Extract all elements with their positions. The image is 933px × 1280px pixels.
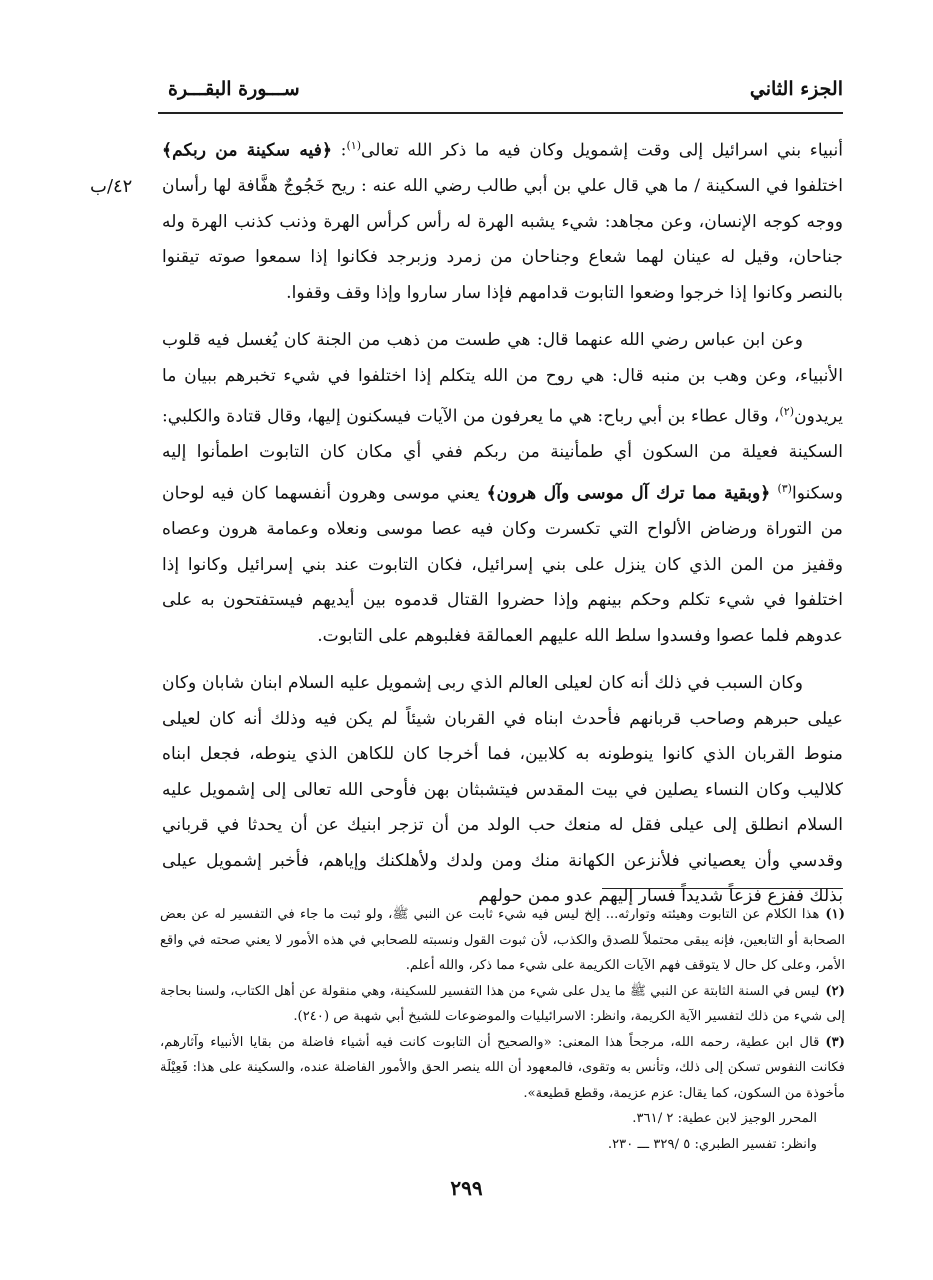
body-paragraph [162, 323, 843, 654]
footnote-number: (٣) [825, 1034, 845, 1050]
text-segment: : [332, 140, 347, 161]
quran-quote: ﴿وبقية مما ترك آل موسى وآل هرون﴾ [486, 483, 771, 504]
footnote [160, 1132, 845, 1158]
header-divider [158, 112, 843, 114]
footnote-number: (١) [825, 907, 845, 922]
page-number: ٢٩٩ [450, 1176, 483, 1200]
footnote-ref: (٢) [779, 405, 794, 419]
footnote [160, 979, 845, 1030]
footnote-text: وانظر: تفسير الطبري: ٥ /٣٢٩ ـــ ٢٣٠. [607, 1136, 817, 1152]
footnote [160, 1030, 845, 1107]
footnote-divider [602, 888, 843, 889]
footnote-text: قال ابن عطية، رحمه الله، مرجحاً هذا المعنى: «والصحيح أن التابوت كانت فيه أشياء فاضلة من بقايا الأنبياء وآثارهم، فكانت النفوس تسكن إلى ذلك، وتأنس به وتقوى، فالمعهود أن الله ينصر الحق والأمور الفاضلة عنده، والسكينة على هذا: فَعِيْلَة مأخوذة من السكون، كما يقال: عزم عزيمة، وقطع قطيعة». [160, 1034, 845, 1101]
manuscript-folio-marker: ٤٢/ب [90, 176, 133, 197]
footnote-text: المحرر الوجيز لابن عطية: ٢ /٣٦١. [632, 1111, 817, 1126]
footnote-ref: (٣) [777, 481, 792, 495]
footnote [160, 1106, 845, 1132]
footnote-ref: (١) [346, 139, 361, 152]
footnote [160, 902, 845, 979]
footnote-text: ليس في السنة الثابتة عن النبي ﷺ ما يدل على شيء من هذا التفسير للسكينة، وهي منقولة عن أهل الكتاب، ولسنا بحاجة إلى شيء من ذلك لتفسير الآية الكريمة، وانظر: الاسرائيليات والموضوعات للشيخ أبي شهبة ص (٢٤٠). [160, 983, 845, 1024]
text-segment: اختلفوا في السكينة / ما هي قال علي بن أبي طالب رضي الله عنه : ريح خَجُوجٌ هفَّافة لها رأسان ووجه كوجه الإنسان، وعن مجاهد: شيء يشبه الهرة له رأس كرأس الهرة وذنب كذنب الهرة وله جناحان، وقيل له عينان لهما شعاع وجناحان من زمرد وزبرجد فكانوا إذا سمعوا صوته تيقنوا بالنصر وكانوا إذا خرجوا وضعوا التابوت قدامهم فإذا سار ساروا وإذا وقف وقفوا. [162, 176, 843, 303]
text-segment: وكان السبب في ذلك أنه كان لعيلى العالم الذي ربى إشمويل عليه السلام ابنان شابان وكان عيلى حبرهم وصاحب قربانهم فأحدث ابناه في القربان شيئاً لم يكن فيه وذلك أنه كان لعيلى منوط القربان الذي كانوا ينوطونه به كلابين، فما أخرجا كان للكاهن الذي ينوطه، فجعل ابناه كلاليب وكان النساء يصلين في بيت المقدس فيتشبثان بهن فأوحى الله تعالى إلى إشمويل عليه السلام انطلق إلى عيلى فقل له منعك حب الولد من أن تزجر ابنيك عن أن يحدثا في قرباني وقدسي وأن يعصياني فلأنزعن الكهانة منك ومن ولدك ولأهلكنك وإياهم، فأخبر إشمويل عيلى بذلك ففزع فزعاً شديداً فسار إليهم عدو ممن حولهم [162, 673, 843, 907]
text-segment: أنبياء بني اسرائيل إلى وقت إشمويل وكان فيه ما ذكر الله تعالى [360, 140, 843, 161]
quran-quote: ﴿فيه سكينة من ربكم﴾ [162, 140, 333, 161]
footnote-number: (٢) [825, 983, 845, 999]
text-segment: ، وقال عطاء بن أبي رباح: هي ما يعرفون من الآيات فيسكنون إليها، وقال قتادة والكلبي: السكينة فعيلة من السكون أي طمأنينة من ربكم ففي أي مكان كان التابوت اطمأنوا إليه وسكنوا [162, 406, 844, 504]
text-segment: وعن ابن عباس رضي الله عنهما قال: هي طست من ذهب من الجنة كان يُغسل فيه قلوب الأنبياء، وعن وهب بن منبه قال: هي روح من الله يتكلم إذا اختلفوا في شيء تخبرهم ببيان ما يريدون [162, 330, 843, 427]
body-paragraph [162, 128, 843, 311]
footnotes [160, 902, 845, 1157]
footnote-text: هذا الكلام عن التابوت وهيئته وتوارثه... إلخ ليس فيه شيء ثابت عن النبي ﷺ، ولو ثبت ما جاء في التفسير له عن بعض الصحابة أو التابعين، فإنه يبقى محتملاً للصدق والكذب، لأن ثبوت القول ونسبته للصحابي في هذه الأمور لا يعني صحته في واقع الأمر، وعلى كل حال لا يتوقف فهم الآيات الكريمة على شيء مما ذكر، والله أعلم. [160, 907, 845, 973]
body-paragraph [162, 666, 843, 915]
text-segment: يعني موسى وهرون أنفسهما كان فيه لوحان من التوراة ورضاض الألواح التي تكسرت وكان فيه عصا موسى ونعلاه وعمامة هرون وعصاه وقفيز من المن الذي كان ينزل على بني إسرائيل، فكان التابوت عند بني إسرائيل وكانوا إذا اختلفوا في شيء تكلم وحكم بينهم وإذا حضروا القتال قدموه بين أيديهم فيستفتحون به على عدوهم فلما عصوا وفسدوا سلط الله عليهم العمالقة فغلبوهم على التابوت. [162, 483, 844, 646]
running-header-part: الجزء الثاني [749, 78, 843, 100]
running-header-surah: ســـورة البقـــرة [168, 78, 300, 100]
main-text [162, 128, 843, 927]
